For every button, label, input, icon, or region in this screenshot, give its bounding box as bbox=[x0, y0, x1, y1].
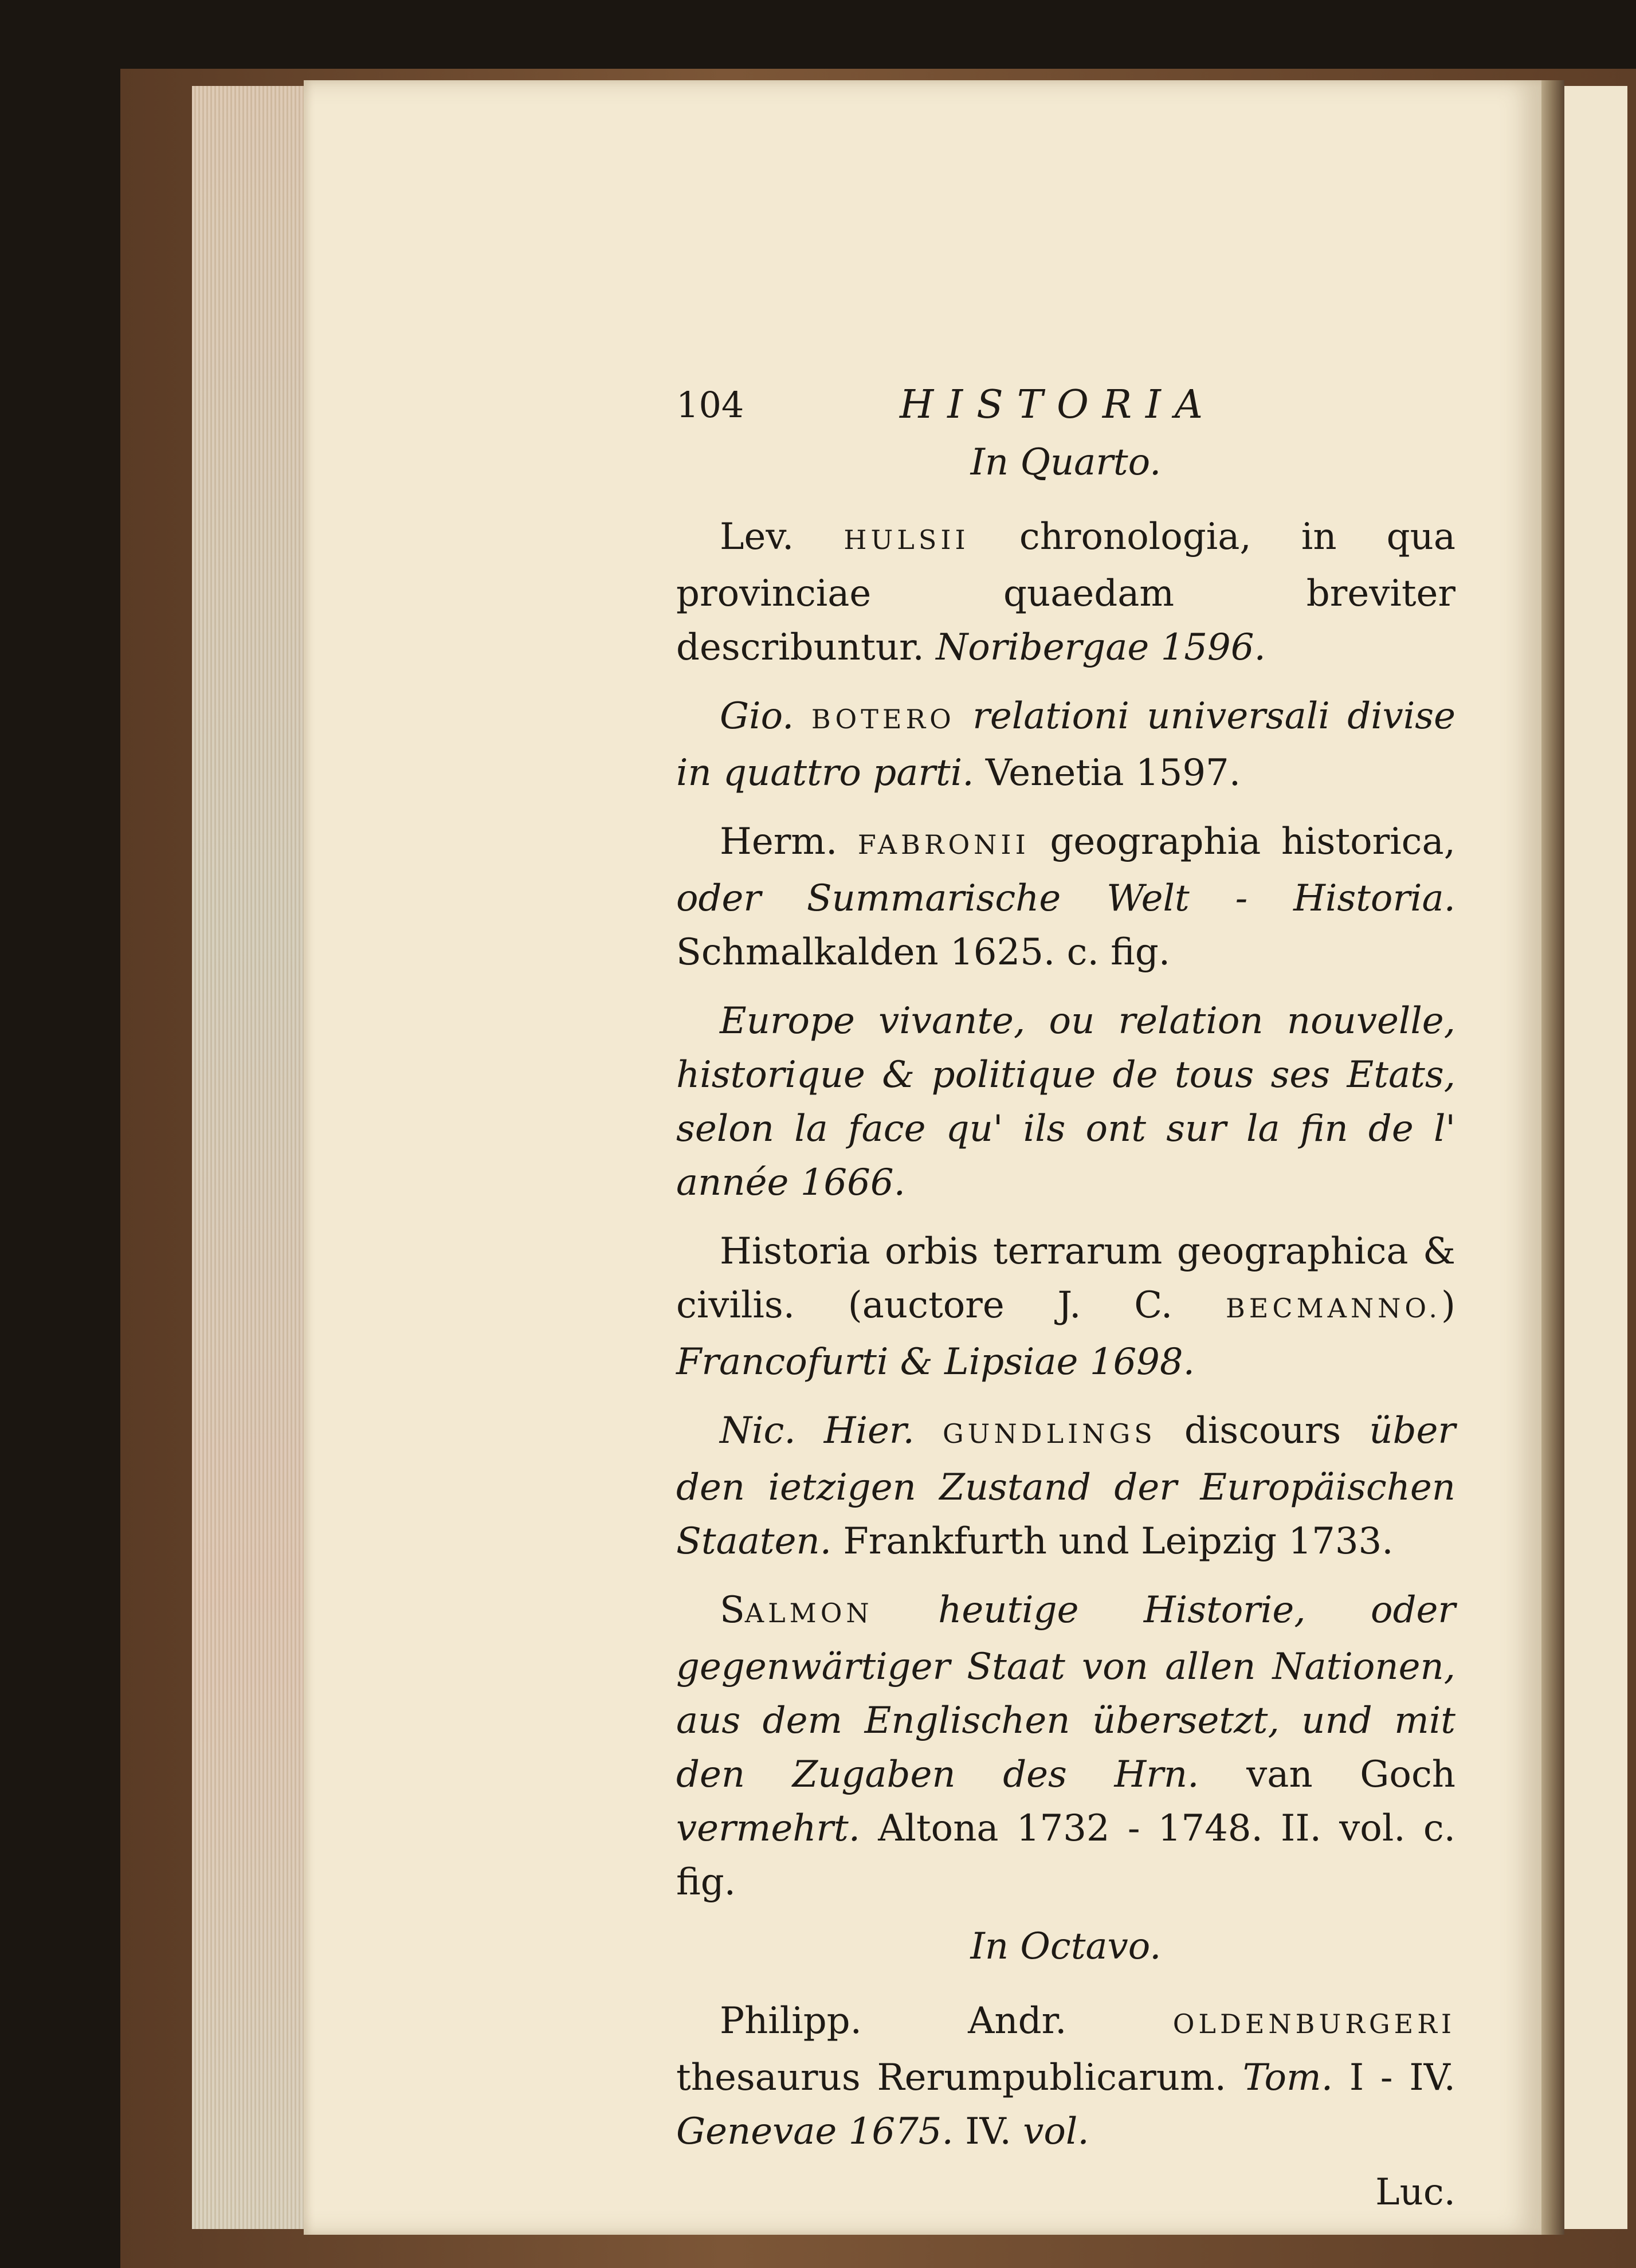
entry-text: Historia orbis terrarum geographica & civilis. (auctore J. C. bbox=[676, 1230, 1455, 1327]
entry-text: ) bbox=[1441, 1284, 1455, 1327]
entry-text: vol. bbox=[1023, 2110, 1089, 2153]
entry-text: thesaurus Rerumpublicarum. bbox=[676, 2057, 1243, 2099]
entry-text: discours bbox=[1156, 1410, 1370, 1452]
section-heading: In Quarto. bbox=[970, 441, 1162, 484]
running-title: HISTORIA bbox=[900, 382, 1217, 427]
page-block-edges bbox=[192, 86, 307, 2229]
bibliography-entry bbox=[676, 815, 1455, 979]
entry-list bbox=[676, 1994, 1455, 2159]
entry-text: van Goch bbox=[1199, 1753, 1456, 1796]
entry-text: Venetia 1597. bbox=[974, 752, 1241, 794]
entry-text: Nic. Hier. bbox=[720, 1410, 943, 1452]
entry-text: FABRONII bbox=[857, 829, 1030, 860]
entry-text: Altona 1732 - 1748. II. vol. c. fig. bbox=[676, 1807, 1455, 1904]
bibliography-entry bbox=[676, 1404, 1455, 1568]
entry-text: Frankfurth und Leipzig 1733. bbox=[831, 1520, 1394, 1563]
entry-text: Europe vivante, ou relation nouvelle, historique & politique de tous ses Etats, selon la face qu' ils ont sur la fin de l' année 1666. bbox=[676, 1000, 1455, 1204]
entry-text: BOTERO bbox=[811, 704, 955, 735]
page-number: 104 bbox=[676, 384, 744, 426]
entry-text: geographia historica, bbox=[1029, 821, 1456, 863]
entry-text: IV. bbox=[953, 2110, 1023, 2153]
catchword: Luc. bbox=[1375, 2171, 1455, 2214]
entry-text: heutige Historie, oder gegenwärtiger Staat von allen Nationen, aus dem Englischen übersetzt, und mit den Zugaben des Hrn. bbox=[676, 1589, 1455, 1796]
entry-text: I - IV. bbox=[1333, 2057, 1456, 2099]
bibliography-entry bbox=[676, 1225, 1455, 1389]
entry-text: GUNDLINGS bbox=[942, 1418, 1156, 1449]
entry-text: HULSII bbox=[843, 524, 970, 555]
section-heading: In Octavo. bbox=[970, 1925, 1162, 1968]
entry-text: über den ietzigen Zustand der Europäischen Staaten. bbox=[676, 1410, 1455, 1563]
entry-list bbox=[676, 510, 1455, 1909]
entry-text: chronologia, in qua provinciae quaedam breviter describuntur. bbox=[676, 516, 1456, 669]
entry-text: Herm. bbox=[720, 821, 858, 863]
entry-text: Genevae 1675. bbox=[676, 2110, 954, 2153]
entry-text: BECMANNO. bbox=[1225, 1293, 1442, 1324]
facing-page-edge bbox=[1564, 86, 1627, 2229]
entry-text: Lev. bbox=[720, 516, 844, 558]
bibliography-entry bbox=[676, 1994, 1455, 2159]
bibliography-entry bbox=[676, 510, 1455, 674]
entry-text: Gio. bbox=[720, 695, 811, 737]
bibliography-entry bbox=[676, 689, 1455, 800]
entry-text: Schmalkalden 1625. c. fig. bbox=[676, 931, 1171, 974]
entry-text: relationi universali divise in quattro parti. bbox=[676, 695, 1456, 794]
entry-text: S bbox=[720, 1589, 745, 1631]
entry-text: vermehrt. bbox=[676, 1807, 861, 1850]
entry-text: OLDENBURGERI bbox=[1172, 2008, 1455, 2039]
bibliography-entry bbox=[676, 1583, 1455, 1909]
entry-text: ALMON bbox=[744, 1598, 873, 1629]
entry-text: oder Summarische Welt - Historia. bbox=[676, 877, 1455, 920]
entry-text: Francofurti & Lipsiae 1698. bbox=[676, 1341, 1195, 1383]
entry-text: Tom. bbox=[1242, 2057, 1333, 2099]
page-text-block bbox=[676, 378, 1455, 2256]
running-head bbox=[676, 378, 1455, 435]
bibliography-entry bbox=[676, 994, 1455, 1210]
entry-text: Philipp. Andr. bbox=[720, 2000, 1173, 2042]
entry-text: Noribergae 1596. bbox=[936, 626, 1266, 669]
